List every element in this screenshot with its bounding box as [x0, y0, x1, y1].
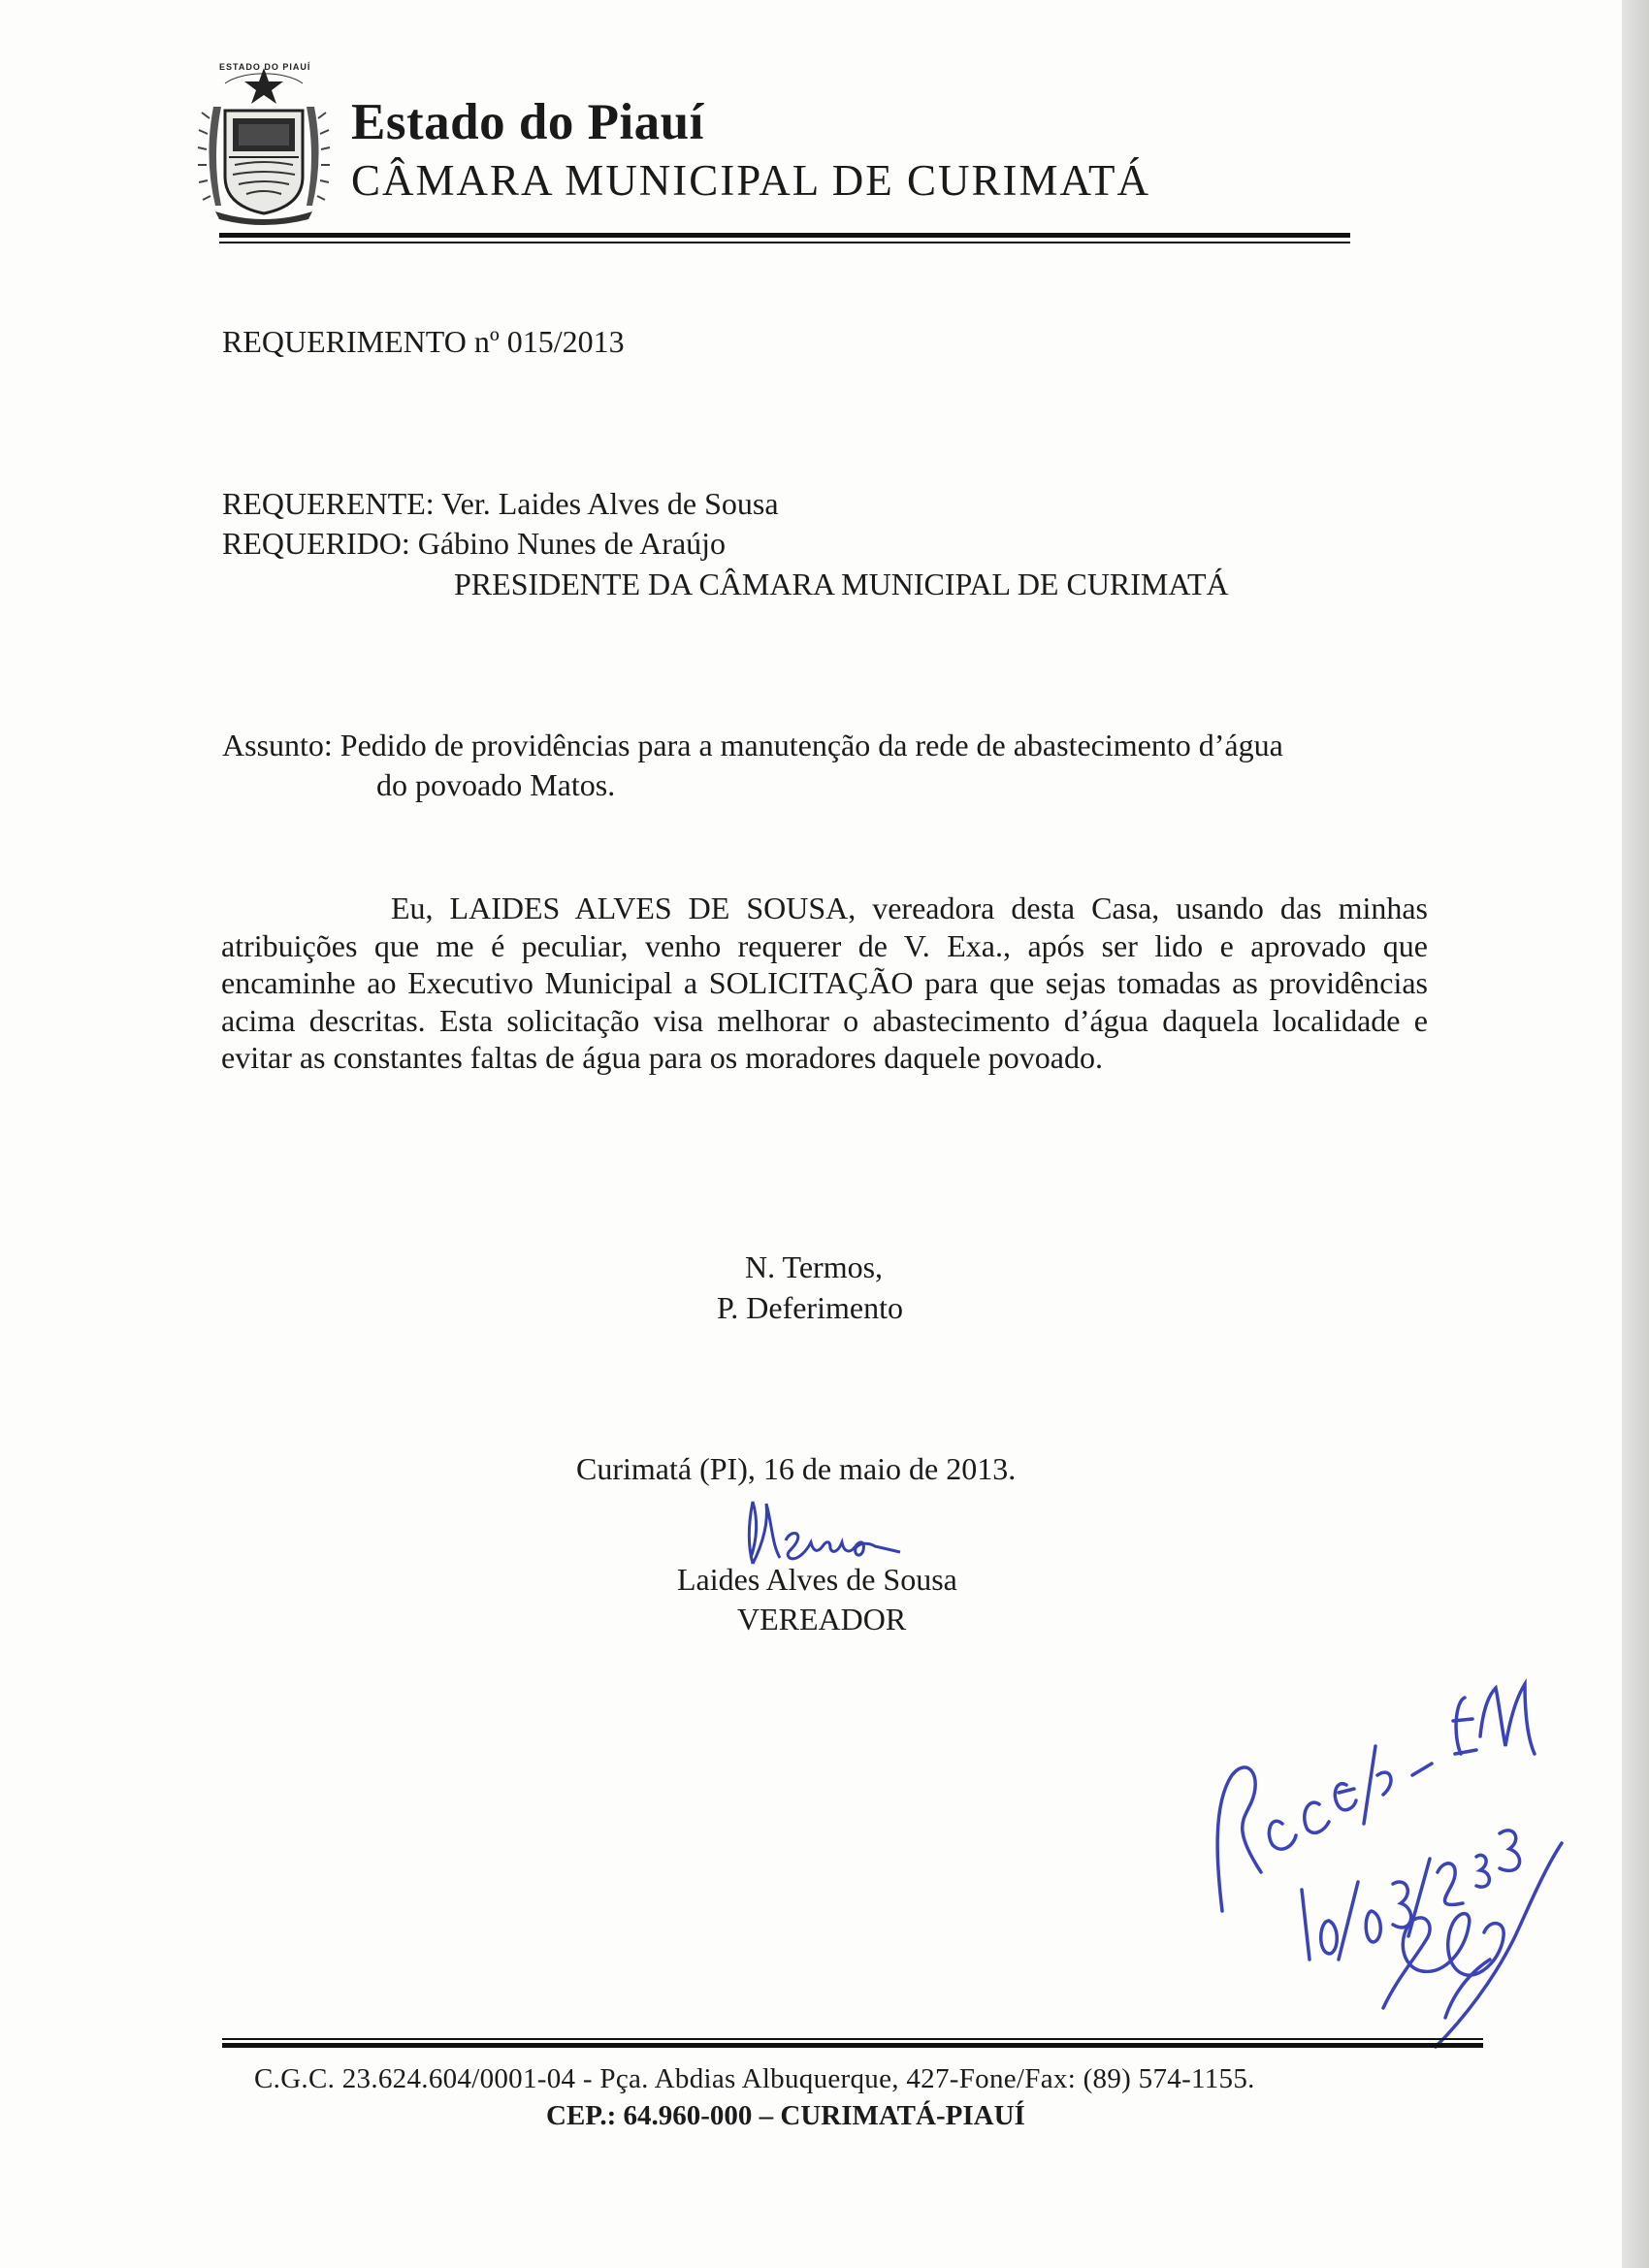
body-text: Eu, LAIDES ALVES DE SOUSA, vereadora desta Casa, usando das minhas atribuições que me é peculiar, venho requerer de V. Exa., após ser lido e aprovado que encaminhe ao Executivo Municipal a SOLICITAÇÃO para que sejas tomadas as providências acima descritas. Esta solicitação visa melhorar o abastecimento d’água daquela localidade e evitar as constantes faltas de água para os moradores daquele povoado.: [221, 891, 1428, 1075]
scan-edge: [1622, 0, 1649, 2268]
footer-rule: [222, 2043, 1483, 2048]
place-date: Curimatá (PI), 16 de maio de 2013.: [576, 1451, 1017, 1486]
footer-rule-thin: [222, 2038, 1483, 2040]
requerente-line: REQUERENTE: Ver. Laides Alves de Sousa: [222, 486, 779, 521]
requerido-title: PRESIDENTE DA CÂMARA MUNICIPAL DE CURIMATÁ: [454, 567, 1229, 601]
closing-termos: N. Termos,: [745, 1249, 884, 1284]
closing-deferimento: P. Deferimento: [717, 1290, 903, 1325]
header-rule-thin: [219, 242, 1350, 243]
state-title: Estado do Piauí: [351, 94, 704, 150]
chamber-title: CÂMARA MUNICIPAL DE CURIMATÁ: [351, 156, 1151, 205]
assunto-line1: Assunto: Pedido de providências para a manutenção da rede de abastecimento d’água: [222, 728, 1283, 762]
footer-address: C.G.C. 23.624.604/0001-04 - Pça. Abdias Albuquerque, 427-Fone/Fax: (89) 574-1155.: [254, 2063, 1255, 2094]
requerido-line: REQUERIDO: Gábino Nunes de Araújo: [222, 526, 727, 561]
coat-of-arms-icon: [186, 60, 341, 229]
body-paragraph: [221, 890, 1428, 1077]
document-number: REQUERIMENTO nº 015/2013: [222, 324, 625, 359]
assunto-line2: do povoado Matos.: [376, 767, 616, 802]
crest-caption: ESTADO DO PIAUÍ: [219, 62, 311, 72]
received-stamp: [1193, 1630, 1600, 2076]
signer-name: Laides Alves de Sousa: [677, 1562, 957, 1597]
footer-cep: CEP.: 64.960-000 – CURIMATÁ-PIAUÍ: [546, 2100, 1025, 2131]
header-rule: [219, 233, 1350, 238]
signer-role: VEREADOR: [737, 1602, 907, 1636]
